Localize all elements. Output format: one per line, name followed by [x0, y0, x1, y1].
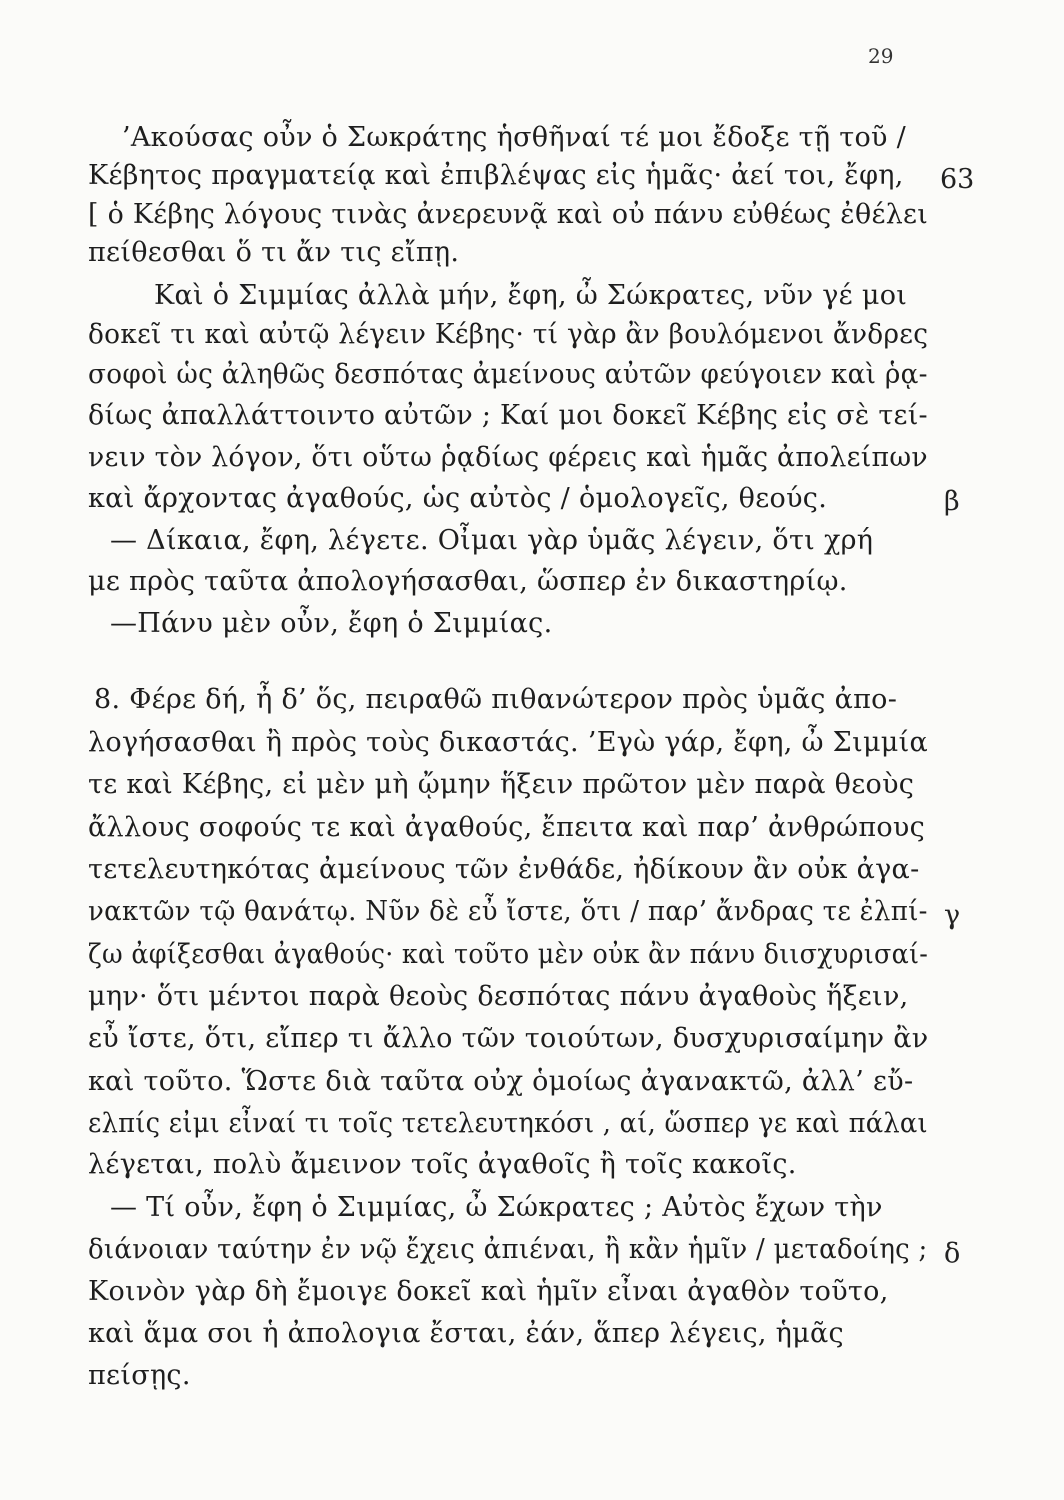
margin-reference: β [944, 486, 960, 517]
text-line: δίως ἀπαλλάττοιντο αὐτῶν ; Καί μοι δοκεῖ Κέβης εἰς σὲ τεί- [88, 400, 928, 431]
text-line: ἄλλους σοφούς τε καὶ ἀγαθούς, ἔπειτα καὶ παρ’ ἀνθρώπους [88, 812, 926, 843]
text-line: Κέβητος πραγματείᾳ καὶ ἐπιβλέψας εἰς ἡμᾶς· ἀεί τοι, ἔφη, [88, 160, 904, 191]
text-line: Κοινὸν γὰρ δὴ ἔμοιγε δοκεῖ καὶ ἡμῖν εἶναι ἀγαθὸν τοῦτο, [88, 1276, 889, 1307]
text-line: μην· ὅτι μέντοι παρὰ θεοὺς δεσπότας πάνυ ἀγαθοὺς ἥξειν, [88, 981, 909, 1012]
text-line: καὶ ἅμα σοι ἡ ἀπολογια ἔσται, ἐάν, ἅπερ λέγεις, ἡμᾶς [88, 1318, 844, 1349]
text-line: λέγεται, πολὺ ἄμεινον τοῖς ἀγαθοῖς ἢ τοῖς κακοῖς. [88, 1149, 797, 1180]
margin-reference: γ [944, 900, 961, 931]
text-line: ζω ἀφίξεσθαι ἀγαθούς· καὶ τοῦτο μὲν οὐκ ἂν πάνυ διισχυρισαί- [88, 939, 929, 970]
text-line: 8. Φέρε δή, ἦ δ’ ὅς, πειραθῶ πιθανώτερον πρὸς ὑμᾶς ἀπο- [94, 684, 898, 715]
text-line: τε καὶ Κέβης, εἰ μὲν μὴ ᾤμην ἥξειν πρῶτον μὲν παρὰ θεοὺς [88, 769, 915, 800]
text-line: σοφοὶ ὡς ἀληθῶς δεσπότας ἀμείνους αὐτῶν φεύγοιεν καὶ ῥᾳ- [88, 359, 928, 390]
text-line: δοκεῖ τι καὶ αὐτῷ λέγειν Κέβης· τί γὰρ ἂν βουλόμενοι ἄνδρες [88, 319, 929, 350]
text-line: ’Ακούσας οὖν ὁ Σωκράτης ἡσθῆναί τέ μοι ἔδοξε τῇ τοῦ / [122, 122, 907, 153]
text-line: νειν τὸν λόγον, ὅτι οὕτω ῥᾳδίως φέρεις καὶ ἡμᾶς ἀπολείπων [88, 442, 928, 473]
margin-reference: 63 [940, 164, 975, 195]
text-line: καὶ τοῦτο. Ὥστε διὰ ταῦτα οὐχ ὁμοίως ἀγανακτῶ, ἀλλ’ εὔ- [88, 1066, 914, 1097]
text-line: διάνοιαν ταύτην ἐν νῷ ἔχεις ἀπιέναι, ἢ κἂν ἡμῖν / μεταδοίης ; [88, 1234, 928, 1265]
text-line: πείθεσθαι ὅ τι ἄν τις εἴπῃ. [88, 237, 460, 268]
text-line: — Δίκαια, ἔφη, λέγετε. Οἶμαι γὰρ ὑμᾶς λέγειν, ὅτι χρή [110, 525, 874, 556]
text-line: τετελευτηκότας ἀμείνους τῶν ἐνθάδε, ἠδίκουν ἂν οὐκ ἀγα- [88, 854, 920, 885]
text-line: — Τί οὖν, ἔφη ὁ Σιμμίας, ὦ Σώκρατες ; Αὐτὸς ἔχων τὴν [110, 1192, 883, 1223]
text-line: λογήσασθαι ἢ πρὸς τοὺς δικαστάς. ’Εγὼ γάρ, ἔφη, ὦ Σιμμία [88, 727, 929, 758]
text-line: με πρὸς ταῦτα ἀπολογήσασθαι, ὥσπερ ἐν δικαστηρίῳ. [88, 566, 848, 597]
text-line: ελπίς εἰμι εἶναί τι τοῖς τετελευτηκόσι , αί, ὥσπερ γε καὶ πάλαι [88, 1108, 928, 1139]
margin-reference: δ [944, 1238, 961, 1269]
text-line: Καὶ ὁ Σιμμίας ἀλλὰ μήν, ἔφη, ὦ Σώκρατες, νῦν γέ μοι [154, 280, 908, 311]
text-line: εὖ ἴστε, ὅτι, εἴπερ τι ἄλλο τῶν τοιούτων, δυσχυρισαίμην ἂν [88, 1023, 929, 1054]
text-line: [ ὁ Κέβης λόγους τινὰς ἀνερευνᾷ καὶ οὐ πάνυ εὐθέως ἐθέλει [88, 199, 929, 230]
text-line: —Πάνυ μὲν οὖν, ἔφη ὁ Σιμμίας. [110, 608, 553, 639]
text-line: καὶ ἄρχοντας ἀγαθούς, ὡς αὐτὸς / ὁμολογεῖς, θεούς. [88, 483, 828, 514]
text-line: πείσῃς. [88, 1360, 191, 1391]
page-number: 29 [868, 44, 894, 68]
text-line: νακτῶν τῷ θανάτῳ. Νῦν δὲ εὖ ἴστε, ὅτι / παρ’ ἄνδρας τε ἐλπί- [88, 896, 928, 927]
